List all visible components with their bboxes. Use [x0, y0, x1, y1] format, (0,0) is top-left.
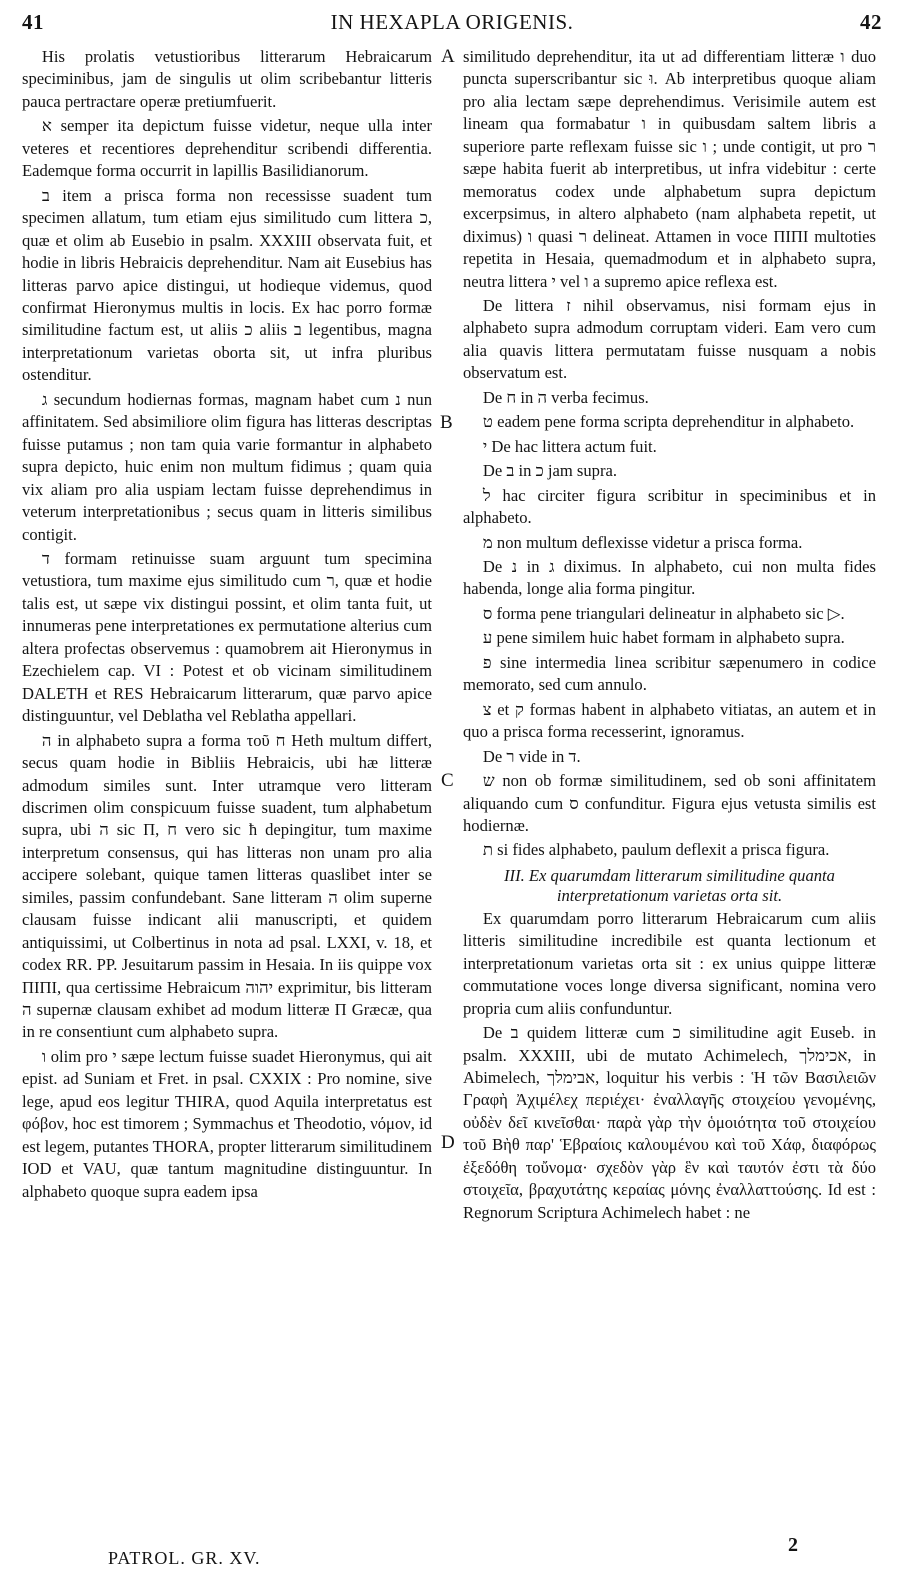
margin-marker-a: A [441, 46, 455, 67]
paragraph-samech: ס forma pene triangulari delineatur in alphabeto sic ▷. [482, 603, 845, 623]
paragraph-thau: ת si fides alphabeto, paulum deflexit a prisca figura. [482, 840, 830, 860]
margin-marker-b: B [440, 412, 453, 433]
margin-marker-c: C [441, 770, 454, 791]
left-column [22, 46, 432, 1203]
footer-volume: PATROL. GR. XV. [108, 1548, 261, 1568]
paragraph-vau: ו olim pro י sæpe lectum fuisse suadet Hieronymus, qui ait epist. ad Suniam et Fret. in psal. CXXIX : Pro nomine, sive lege, apud eos legitur THIRA, quod Aquila interpretatus est φόβον, hoc est timorem ; Symmachus et Theodotio, νόμον, id est legem, putantes THORA, propter litterarum similitudinem IOD et VAU, quæ tantum magnitudine distinguuntur. In alphabeto quoque supra eadem ipsa [22, 1046, 432, 1201]
paragraph-daleth: ד formam retinuisse suam arguunt tum specimina vetustiora, tum maxime ejus similitudo cum ר, quæ et hodie talis est, ut sæpe vix distingui possint, et olim tanta fuit, ut innumeras pene interpretationes ex permutatione alterius cum altera profectas observemus : quamobrem ait Hieronymus in Ezechielem cap. VI : Potest et ob vicinam similitudinem DALETH et RES Hebraicarum litterarum, quæ parvo apice distinguuntur, vel Deblatha vel Reblatha appellari. [22, 548, 432, 726]
footer-signature: 2 [788, 1534, 798, 1556]
paragraph-teth: ט eadem pene forma scripta deprehenditur in alphabeto. [482, 412, 855, 432]
paragraph-beth: ב item a prisca forma non recessisse suadent tum specimen allatum, tum etiam ejus similitudo cum littera כ, quæ et olim ab Eusebio in psalm. XXXIII observata fuit, et hodie in libris Hebraicis deprehenditur. Nam ait Eusebius has litteras parvo apice distingui, ut hodieque videmus, quod confirmat Hieronymus multis in locis. Ex hac porro formæ similitudine factum est, ut aliis כ aliis ב legentibus, magna interpretationum varietas oborta sit, ut infra pluribus ostenditur. [22, 185, 432, 385]
paragraph-zain: De littera ז nihil observamus, nisi formam ejus in alphabeto supra admodum corruptam videri. Eam vero cum alia quavis littera permutatam fuisse nusquam a nobis observatum est. [463, 295, 876, 383]
running-title: IN HEXAPLA ORIGENIS. [330, 10, 574, 34]
paragraph-eusebius-greek: De ב quidem litteræ cum כ similitudine agit Euseb. in psalm. XXXIII, ubi de mutato Achimelech, אכימלך, in Abimelech, אבימלך, loquitur his verbis : Ἡ τῶν Βασιλειῶν Γραφὴ Ἀχιμέλεχ περιέχει· ἐναλλαγῆς στοιχείου γενομένης, οὐδὲν δεῖ κινεῖσθαι· παρὰ γὰρ τὴν ὁμοιότητα τοῦ στοιχείου τοῦ Βὴθ παρ' Ἑβραίοις καλουμένου καὶ τοῦ Χάφ, διαφόρως ἐξεδόθη τοὔνομα· σχεδὸν γὰρ ἓν καὶ ταυτόν ἐστι τὰ δύο στοιχεῖα, βραχυτάτης κεραίας μόνης ἐναλλαττούσης. Id est : Regnorum Scriptura Achimelech habet : ne [463, 1023, 877, 1222]
paragraph-mem: מ non multum deflexisse videtur a prisca forma. [482, 532, 803, 552]
right-column [463, 46, 876, 1224]
paragraph-caph: De ב in כ jam supra. [482, 461, 618, 481]
paragraph-gimel: ג secundum hodiernas formas, magnam habet cum נ nun affinitatem. Sed absimiliore olim figura has litteras descriptas fuisse putamus ; non tam quia varie formantur in alphabeto supra depicto, huic enim non multum fidimus ; quam quia vix aliam pro alia uspiam lectam fuisse deprehendimus in veterum interpretationibus ; secus quam in litteris similibus contigit. [22, 389, 433, 544]
page-number-right: 42 [860, 10, 882, 34]
paragraph-section-intro: Ex quarumdam porro litterarum Hebraicarum cum aliis litteris similitudine incredibile est quanta lectionum et interpretationum varietas orta sit : ex unius quippe litteræ commutatione voces longe diversa significant, nomina vero propria cum aliis confunduntur. [463, 908, 876, 1018]
section-title: III. Ex quarumdam litterarum similitudine quanta interpretationum varietas orta sit. [504, 865, 835, 905]
page-number-left: 41 [22, 10, 44, 34]
paragraph-ain: ע pene similem huic habet formam in alphabeto supra. [482, 628, 845, 648]
paragraph-nun: De נ in ג diximus. In alphabeto, cui non multa fides habenda, longe alia forma pingitur. [463, 556, 876, 599]
paragraph-sin: ש non ob formæ similitudinem, sed ob soni affinitatem aliquando cum ס confunditur. Figura ejus vetusta similis est hodiernæ. [463, 771, 876, 835]
paragraph-phe: פ sine intermedia linea scribitur sæpenumero in codice memorato, sed cum annulo. [463, 652, 876, 695]
paragraph-res: De ר vide in ד. [482, 746, 581, 766]
paragraph-heth: De ח in ה verba fecimus. [482, 387, 649, 407]
paragraph-lamed: ל hac circiter figura scribitur in speciminibus et in alphabeto. [463, 485, 876, 528]
paragraph-vau-continued: similitudo deprehenditur, ita ut ad differentiam litteræ ו duo puncta superscribantur sic וּ. Ab interpretibus quoque aliam pro alia lectam sæpe deprehendimus. Verisimile autem est lineam qua formabatur ו in quibusdam saltem libris a superiore parte reflexam fuisse sic ו ; unde contigit, ut pro ר sæpe habita fuerit ab interpretibus, ut infra videbitur : certe memoratus codex unde alphabetum supra depictum excerpsimus, in altero alphabeto (nam alphabeta repetit, ut diximus) ו quasi ר delineat. Attamen in voce ΠΙΠΙ multoties repetita in Hesaia, quemadmodum et in alphabeto supra, neutra littera י vel ו a supremo apice reflexa est. [463, 47, 877, 291]
paragraph-iod: י De hac littera actum fuit. [482, 436, 657, 456]
paragraph-intro: His prolatis vetustioribus litterarum Hebraicarum speciminibus, jam de singulis ut olim scribebantur litteris pauca pertractare operæ pretiumfuerit. [22, 47, 432, 111]
paragraph-aleph: א semper ita depictum fuisse videtur, neque ulla inter veteres et recentiores deprehenditur scribendi differentia. Eademque forma occurrit in lapillis Basilidianorum. [22, 116, 432, 181]
paragraph-he: ה in alphabeto supra a forma τοῦ ח Heth multum differt, secus quam hodie in Bibliis Hebraicis, ubi hæ litteræ admodum similes sunt. Inter utramque vero litteram discrimen olim conspicuum fuisse suadent, tum alphabetum supra, ubi ה sic Π, ח vero sic ħ depingitur, tum maxime interpretum consensus, qui has litteras non unam pro alia accipere solebant, quique tamen litteras quaslibet inter se similes, passim confundebant. Sane litteram ה olim superne clausam fuisse indicant alii manuscripti, et quidem antiquissimi, ut Colbertinus in nota ad psal. LXXI, v. 18, et codex RR. PP. Jesuitarum passim in Hesaia. In iis quippe vox ΠΙΠΙ, qua certissime Hebraicum יהוה exprimitur, bis litteram ה supernæ clausam exhibet ad modum litteræ Π Græcæ, qua in re consentiunt cum alphabeto supra. [22, 730, 433, 1042]
page-header [22, 4, 882, 38]
paragraph-tsade-coph: צ et ק formas habent in alphabeto vitiatas, an autem et in quo a prisca forma recesserint, ignoramus. [463, 699, 876, 742]
margin-marker-d: D [441, 1132, 455, 1153]
